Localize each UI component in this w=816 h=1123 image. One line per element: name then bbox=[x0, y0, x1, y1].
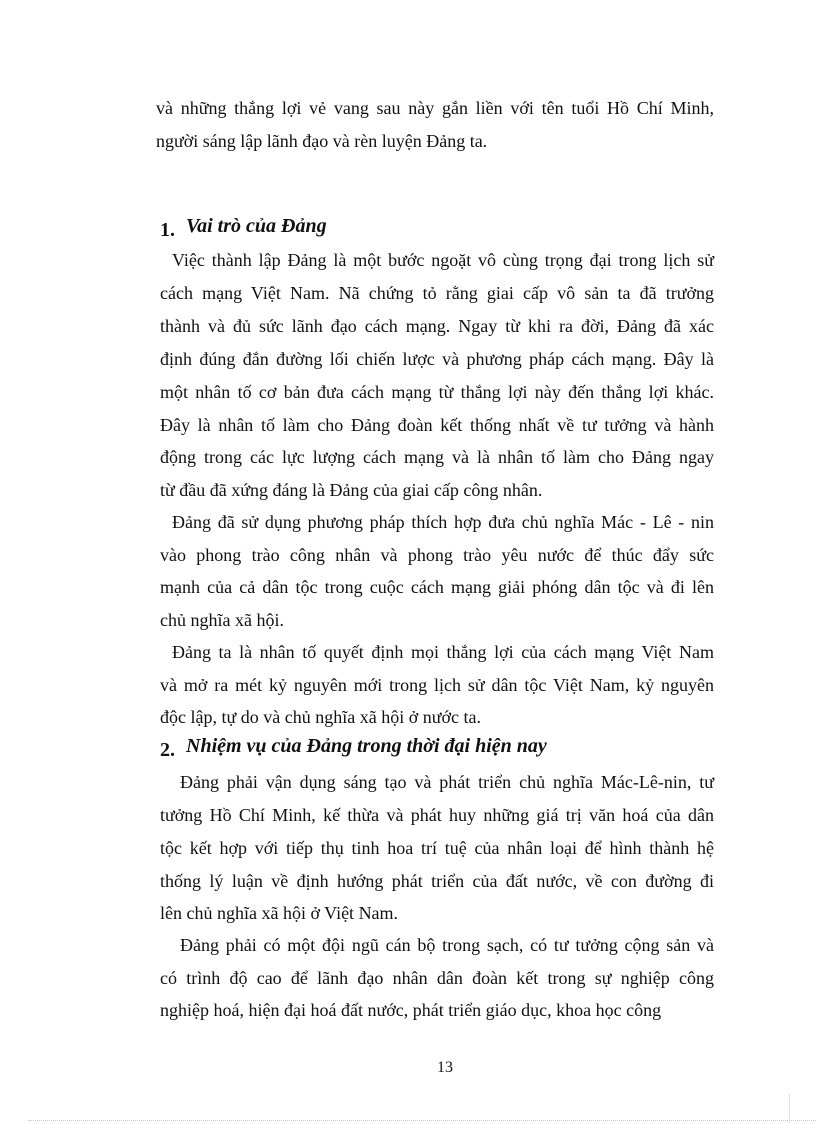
section-2-line: Đảng phải vận dụng sáng tạo và phát triển chủ nghĩa Mác-Lê-nin, tư bbox=[180, 772, 714, 792]
section-1-line: định đúng đắn đường lối chiến lược và phương pháp cách mạng. Đây là bbox=[160, 349, 714, 369]
section-2-line: lên chủ nghĩa xã hội ở Việt Nam. bbox=[160, 903, 399, 923]
section-1-line: thành và đủ sức lãnh đạo cách mạng. Ngay từ khi ra đời, Đảng đã xác bbox=[160, 316, 714, 336]
section-1-line: mạnh của cả dân tộc trong cuộc cách mạng giải phóng dân tộc và đi lên bbox=[160, 577, 714, 597]
section-1-heading bbox=[160, 213, 327, 239]
page-number: 13 bbox=[437, 1059, 453, 1076]
section-1-line: độc lập, tự do và chủ nghĩa xã hội ở nước ta. bbox=[160, 707, 481, 727]
section-2-title: Nhiệm vụ của Đảng trong thời đại hiện nay bbox=[186, 735, 547, 757]
section-1-line: động trong các lực lượng cách mạng và là nhân tố làm cho Đảng ngay bbox=[160, 447, 714, 467]
section-1-line: Đảng ta là nhân tố quyết định mọi thắng lợi của cách mạng Việt Nam bbox=[172, 642, 714, 662]
section-1-line: một nhân tố cơ bản đưa cách mạng từ thắng lợi này đến thắng lợi khác. bbox=[160, 382, 714, 402]
section-1-title: Vai trò của Đảng bbox=[186, 215, 327, 237]
section-1-line: Đảng đã sử dụng phương pháp thích hợp đưa chủ nghĩa Mác - Lê - nin bbox=[172, 512, 714, 532]
section-1-line: và mở ra mét kỷ nguyên mới trong lịch sử dân tộc Việt Nam, kỷ nguyên bbox=[160, 675, 714, 695]
section-2-line: có trình độ cao để lãnh đạo nhân dân đoàn kết trong sự nghiệp công bbox=[160, 968, 714, 988]
section-1-line: Việc thành lập Đảng là một bước ngoặt vô cùng trọng đại trong lịch sử bbox=[172, 250, 714, 270]
section-2-number: 2. bbox=[160, 739, 175, 761]
section-1-line: vào phong trào công nhân và phong trào yêu nước để thúc đẩy sức bbox=[160, 545, 714, 565]
section-2-line: tưởng Hồ Chí Minh, kế thừa và phát huy những giá trị văn hoá của dân bbox=[160, 805, 714, 825]
page-corner-marker bbox=[789, 1095, 790, 1123]
section-1-line: cách mạng Việt Nam. Nã chứng tỏ rằng giai cấp vô sản ta đã trưởng bbox=[160, 283, 714, 303]
section-2-heading bbox=[160, 733, 547, 759]
section-2-line: nghiệp hoá, hiện đại hoá đất nước, phát triển giáo dục, khoa học công bbox=[160, 1000, 662, 1020]
intro-line: và những thắng lợi vẻ vang sau này gắn liền với tên tuổi Hồ Chí Minh, bbox=[156, 98, 714, 118]
section-2-line: Đảng phải có một đội ngũ cán bộ trong sạch, có tư tưởng cộng sản và bbox=[180, 935, 714, 955]
section-1-line: Đây là nhân tố làm cho Đảng đoàn kết thống nhất về tư tưởng và hành bbox=[160, 415, 714, 435]
section-1-line: chủ nghĩa xã hội. bbox=[160, 610, 284, 630]
page-bottom-border bbox=[28, 1120, 816, 1121]
section-2-line: tộc kết hợp với tiếp thụ tinh hoa trí tuệ của nhân loại để hình thành hệ bbox=[160, 838, 714, 858]
section-1-line: từ đầu đã xứng đáng là Đảng của giai cấp công nhân. bbox=[160, 480, 543, 500]
intro-line: người sáng lập lãnh đạo và rèn luyện Đảng ta. bbox=[156, 131, 488, 151]
section-1-number: 1. bbox=[160, 219, 175, 241]
section-2-line: thống lý luận về định hướng phát triển của đất nước, về con đường đi bbox=[160, 871, 714, 891]
